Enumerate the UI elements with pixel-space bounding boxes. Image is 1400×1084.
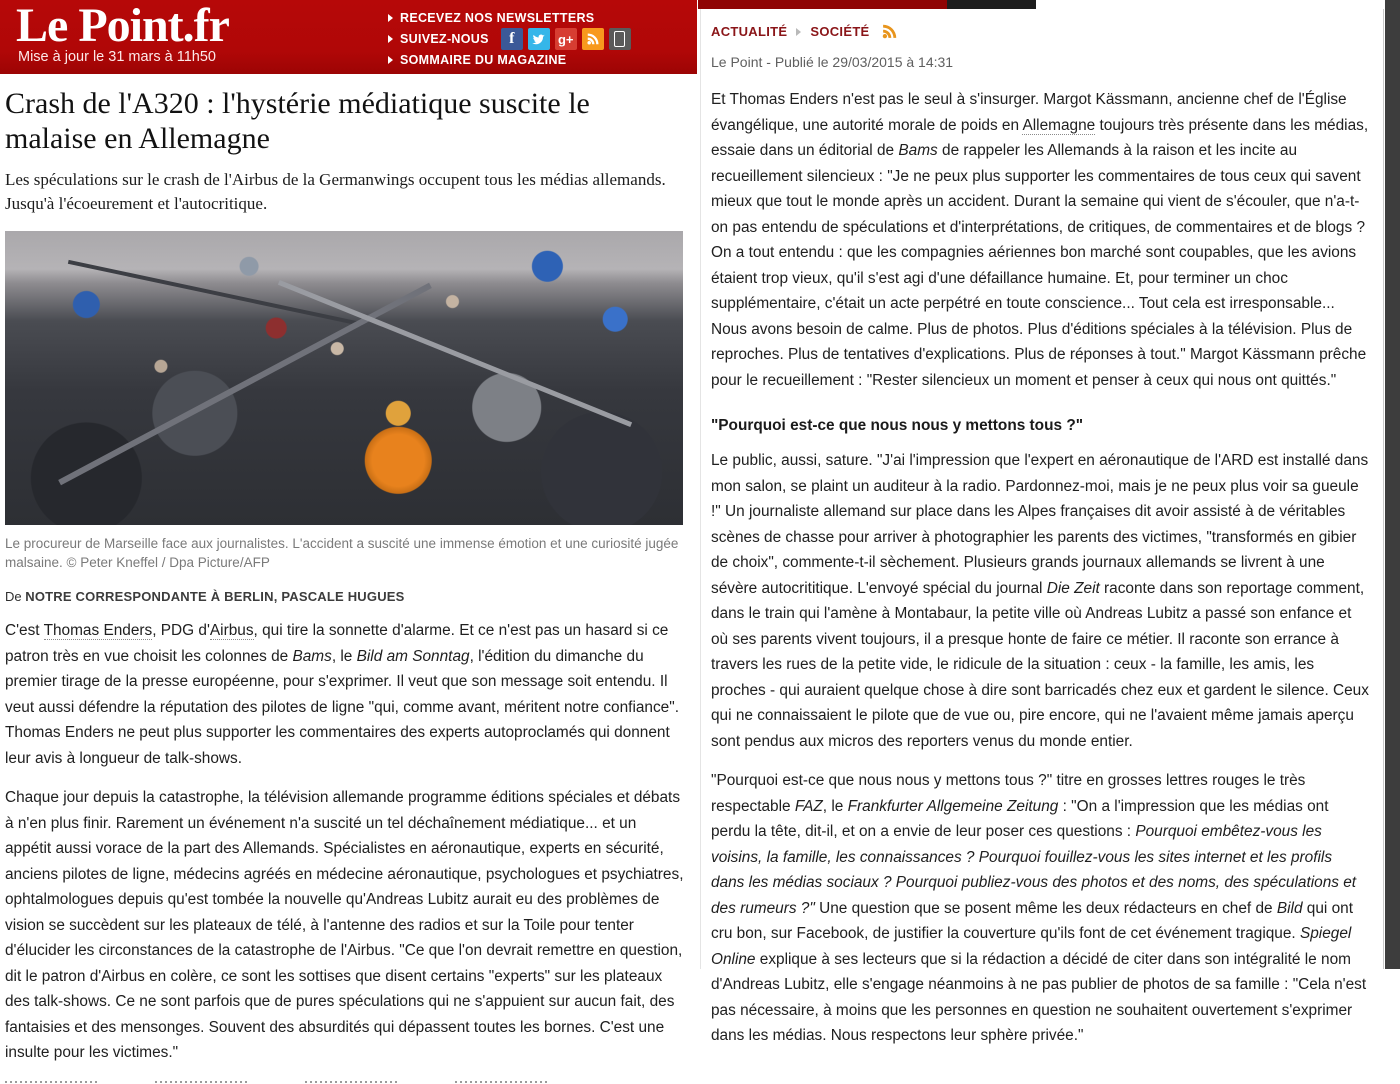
breadcrumb-section[interactable]: ACTUALITÉ — [711, 24, 788, 39]
article-body — [5, 618, 685, 1066]
nav-item-newsletters[interactable] — [388, 8, 688, 28]
text-run: qui ont cru bon, sur Facebook, de justifier la couverture qu'ils font de cet événement tragique. — [711, 899, 1354, 942]
text-run: explique à ses lecteurs que si la rédaction a décidé de citer dans son intégralité le nom d'Andreas Lubitz, elle s'engage néanmoins à ne pas publier de photos de sa famille : "Cela n'est pas nécessaire, à moins que les personnes en question ne souhaitent ouvertement s'exprimer dans les médias. Nous respectons leur sphère privée." — [711, 950, 1367, 1044]
phone-glyph — [614, 31, 625, 47]
chevron-right-icon — [796, 28, 801, 36]
triangle-bullet-icon — [388, 35, 393, 43]
nav-item-label: SOMMAIRE DU MAGAZINE — [400, 53, 567, 67]
boom-mic-shape — [58, 283, 432, 485]
article-continuation — [711, 87, 1369, 1049]
text-run: Pourquoi embêtez-vous les voisins, la famille, les connaissances ? Pourquoi fouillez-vous les sites internet et les profils dans les médias sociaux ? Pourquoi publiez-vous des photos et des noms, des spéculations et des rumeurs ?" — [711, 823, 1357, 917]
page-background-band — [1385, 0, 1400, 969]
text-run: C'est — [5, 622, 44, 639]
text-run: "Pourquoi est-ce que nous nous y mettons tous ?" titre en grosses lettres rouges le très respectable — [711, 772, 1306, 815]
article-title: Crash de l'A320 : l'hystérie médiatique suscite le malaise en Allemagne — [5, 87, 590, 155]
text-run: Le public, aussi, sature. "J'ai l'impression que l'expert en aéronautique de l'ARD est installé dans mon salon, se plaint un auditeur à la radio. Pardonnez-moi, mais je ne peux plus voir sa gueule !" Un journaliste allemand sur place dans les Alpes françaises dit avoir assisté à de véritables scènes de chasse pour arriver à photographier les parents des victimes, "transformés en gibier de choix", commente-t-il sèchement. Plusieurs grands journaux allemands se livrent à une sévère autocrititique. L'envoyé spécial du journal — [711, 452, 1369, 597]
mobile-icon[interactable] — [609, 28, 631, 50]
section-subhead: "Pourquoi est-ce que nous nous y mettons tous ?" — [711, 417, 1084, 434]
text-run: raconte dans son reportage comment, dans le train qui l'amène à Montabaur, la petite ville où Andreas Lubitz a passé son enfance et où ses parents vivent toujours, il a presque honte de faire ce métier. Il raconte son errance à travers les rues de la petite vide, le ridicule de la situation : ceux - la famille, les amis, les proches - qui auraient quelque chose à dire sont barricadés chez eux et gardent le silence. Ceux qui ne connaissaient le pilote que de vue ou, pire encore, qui ne l'avaient même jamais aperçu sont pendus aux micros des reporters venus du monde entier. — [711, 579, 1369, 750]
publish-date: Le Point - Publié le 29/03/2015 à 14:31 — [711, 54, 954, 70]
site-logo[interactable]: Le Point.fr — [16, 0, 229, 52]
nav-item-label: RECEVEZ NOS NEWSLETTERS — [400, 11, 595, 25]
article-paragraph — [711, 87, 1369, 393]
boom-mic-shape — [68, 260, 362, 326]
site-masthead — [0, 0, 697, 74]
text-run: , l'édition du dimanche du premier tirage de la presse européenne, pour s'exprimer. Il veut que son message soit entendu. Il veut aussi défendre la réputation des pilotes de ligne "qui, comme avant, méritent notre confiance". Thomas Enders ne peut plus supporter les commentaires des experts autoproclamés qui donnent leur avis à longueur de talk-shows. — [5, 647, 679, 767]
article-paragraph — [5, 618, 685, 771]
twitter-icon[interactable] — [528, 28, 550, 50]
text-run: Chaque jour depuis la catastrophe, la télévision allemande programme éditions spéciales et débats à n'en plus finir. Rarement un événement n'a suscité un tel déchaînement médiatique... et un appétit aussi vorace de la part des Allemands. Spécialistes en aéronautique, experts en sécurité, anciens pilotes de ligne, médecins agréés en médecine aéronautique, psychologues et psychiatres, ophtalmologues depuis qu'est tombée la nouvelle qu'Andreas Lubitz aurait eu des problèmes de vision se succèdent sur les plateaux de télé, à l'antenne des radios et sur la Toile pour tenter d'élucider les circonstances de la catastrophe de l'Airbus. "Ce que l'on devrait remettre en question, dit le patron d'Airbus en colère, ce sont les sottises que disent certains "experts" sur les plateaux des talk-shows. Ce ne sont parfois que de pures spéculations qui ne s'appuient sur aucun fait, des fantaisies et des mensonges. Souvent des absurdités qui dépassent toutes les bornes. C'est une insulte pour les victimes." — [5, 789, 684, 1061]
text-run: Die Zeit — [1046, 579, 1100, 597]
triangle-bullet-icon — [388, 56, 393, 64]
text-run: , PDG d' — [152, 622, 210, 639]
last-updated-label: Mise à jour le 31 mars à 11h50 — [18, 49, 217, 65]
nav-item-label: SUIVEZ-NOUS — [400, 32, 489, 46]
google-plus-icon[interactable]: g+ — [555, 28, 577, 50]
photo-caption: Le procureur de Marseille face aux journalistes. L'accident a suscité une immense émotion et une curiosité jugée malsaine. © Peter Kneffel / Dpa Picture/AFP — [5, 536, 679, 570]
triangle-bullet-icon — [388, 14, 393, 22]
text-run: , le — [822, 797, 848, 815]
inline-link[interactable]: Airbus — [209, 622, 254, 639]
left-column — [0, 0, 697, 1061]
social-icons — [501, 28, 631, 50]
article-standfirst: Les spéculations sur le crash de l'Airbus de la Germanwings occupent tous les médias allemands. Jusqu'à l'écoeurement et l'autocritique. — [5, 170, 666, 213]
top-strip-red — [698, 0, 947, 9]
text-run: Bams — [292, 647, 332, 665]
facebook-icon[interactable]: f — [501, 28, 523, 50]
breadcrumb-subsection[interactable]: SOCIÉTÉ — [810, 24, 870, 39]
rss-feed-icon[interactable] — [881, 23, 898, 40]
byline-prefix: De — [5, 589, 26, 604]
text-run: : "On a l'impression que les médias ont perdu la tête, dit-il, et on a envie de leur poser ces questions : — [711, 797, 1329, 840]
inline-link[interactable]: Allemagne — [1022, 116, 1096, 134]
byline-author: NOTRE CORRESPONDANTE À BERLIN, PASCALE HUGUES — [25, 589, 405, 604]
text-run: Et Thomas Enders n'est pas le seul à s'insurger. Margot Kässmann, ancienne chef de l'Église évangélique, une autorité morale de poids en — [711, 91, 1347, 134]
article-photo — [5, 231, 683, 525]
text-run: , le — [331, 647, 357, 665]
article-panel — [700, 9, 1384, 1044]
text-run: Bams — [898, 142, 938, 159]
text-run: Bild — [1276, 899, 1303, 917]
clipped-text-line — [5, 1080, 687, 1084]
boom-mic-shape — [278, 280, 632, 427]
masthead-nav — [388, 8, 688, 71]
text-run: Spiegel Online — [711, 925, 1352, 968]
text-run: Frankfurter Allgemeine Zeitung — [847, 797, 1059, 815]
rss-icon[interactable] — [582, 28, 604, 50]
nav-item-magazine-summary[interactable] — [388, 50, 688, 70]
article-paragraph — [711, 448, 1369, 754]
text-run: de rappeler les Allemands à la raison et les incite au recueillement silencieux : "Je ne peux plus supporter les commentaires de tous ceux qui savent mieux que tout le monde après un accident. Durant la semaine qui vient de s'écouler, que n'a-t-on pas entendu de spéculations et d'interprétations, de critiques, de commentaires et de blogs ? On a tout entendu : que les compagnies aériennes bon marché sont coupables, que les avions étaient trop vieux, qu'il s'est agi d'une défaillance humaine. Et, pour terminer un choc supplémentaire, c'était un acte perpétré en toute conscience... Tout cela est irresponsable... Nous avons besoin de calme. Plus de photos. Plus d'éditions spéciales à la télévision. Plus de reproches. Plus de tentatives d'explications. Plus de réponses à tout." Margot Kässmann prêche pour le recueillement : "Rester silencieux un moment et penser à ceux qui nous ont quittés." — [711, 142, 1367, 389]
article-paragraph — [5, 785, 685, 1066]
text-run: toujours très présente dans les médias, essaie dans un éditorial de — [711, 116, 1369, 159]
article-lead — [0, 74, 697, 1084]
article-paragraph — [711, 768, 1369, 1049]
text-run: Une question que se posent même les deux rédacteurs en chef de — [814, 899, 1277, 917]
top-strip-dark — [947, 0, 1036, 9]
text-run: Bild am Sonntag — [356, 647, 470, 665]
nav-item-follow-us[interactable] — [388, 29, 688, 49]
text-run: FAZ — [794, 797, 823, 815]
text-run: , qui tire la sonnette d'alarme. Et ce n'est pas un hasard si ce patron très en vue choisit les colonnes de — [5, 622, 669, 665]
breadcrumb — [711, 23, 1369, 40]
article-byline — [5, 589, 687, 604]
inline-link[interactable]: Thomas Enders — [43, 622, 153, 639]
